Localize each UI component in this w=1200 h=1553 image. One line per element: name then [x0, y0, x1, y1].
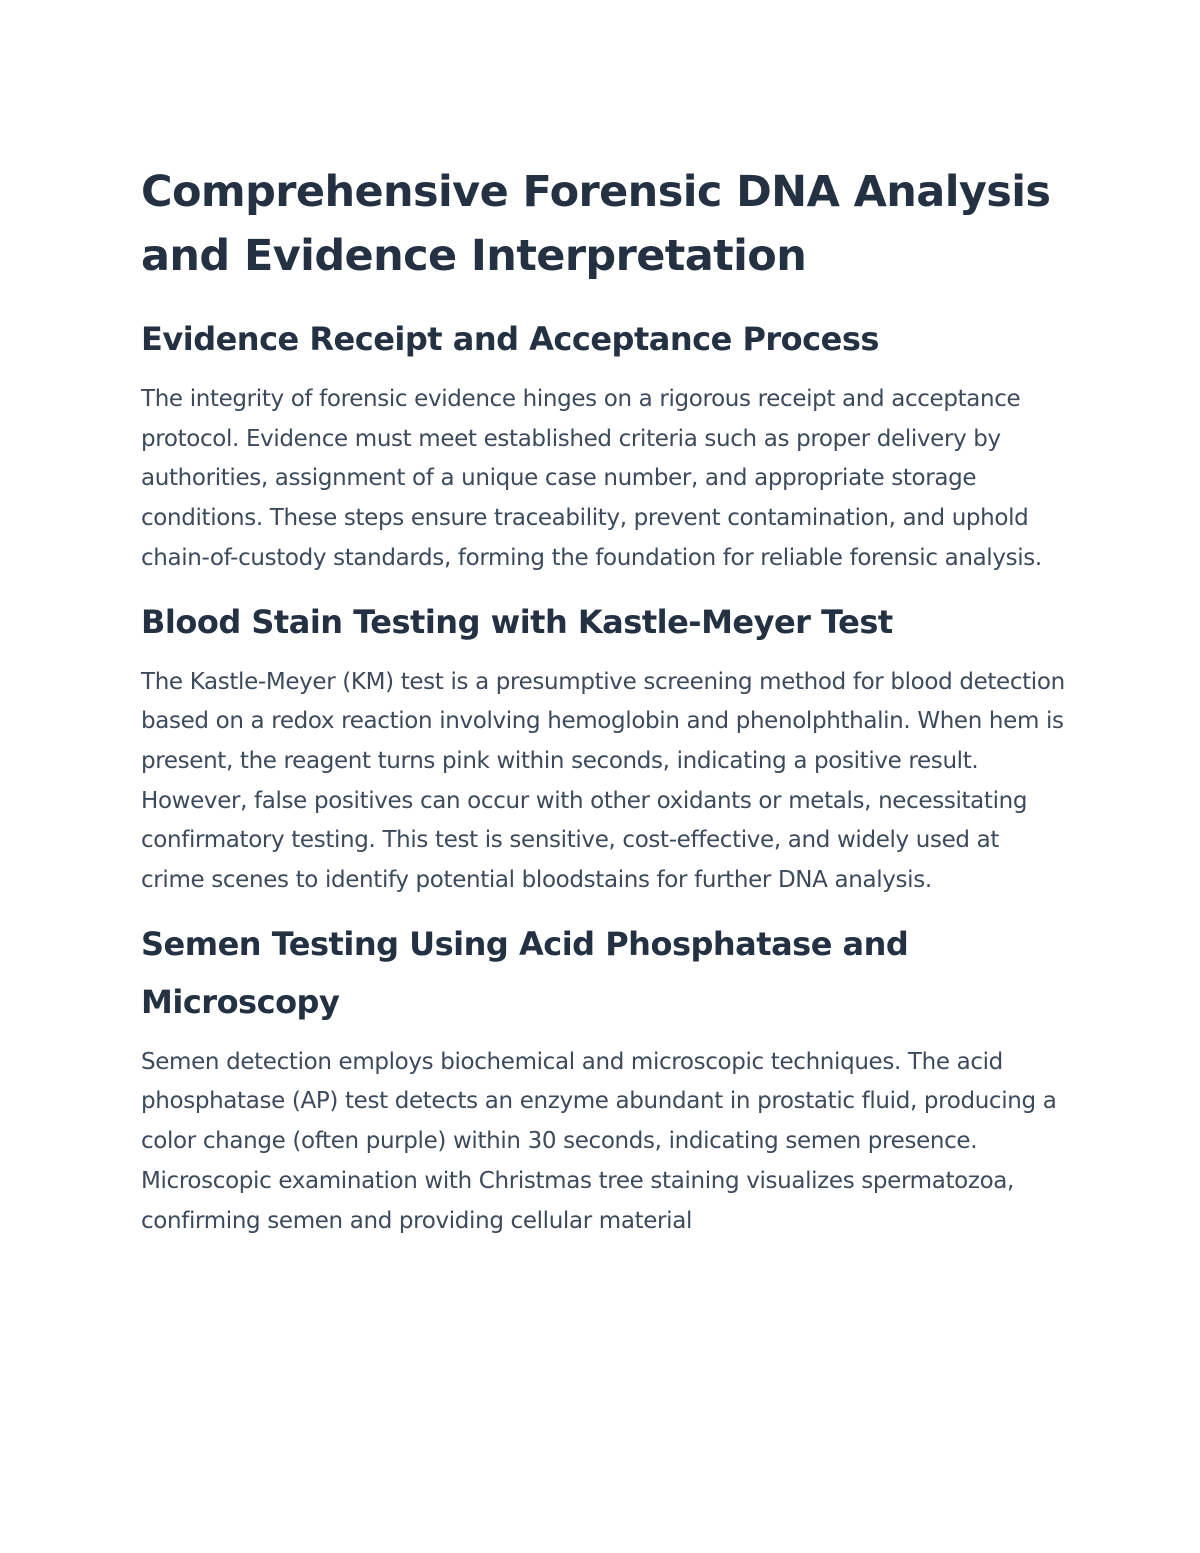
section-paragraph: The integrity of forensic evidence hinges on a rigorous receipt and acceptance protocol. Evidence must meet established criteria such as proper delivery by authorities, assignment of a unique case number, and appropriate storage conditions. These steps ensure traceability, prevent contamination, and uphold chain-of-custody standards, forming the foundation for reliable forensic analysis. [141, 386, 1042, 571]
section-heading: Evidence Receipt and Acceptance Process [141, 320, 879, 358]
section-semen-testing [141, 915, 1066, 1242]
section-blood-stain-testing [141, 593, 1066, 901]
section-paragraph: The Kastle-Meyer (KM) test is a presumptive screening method for blood detection based on a redox reaction involving hemoglobin and phenolphthalin. When hem is present, the reagent turns pink within seconds, indicating a positive result. However, false positives can occur with other oxidants or metals, necessitating confirmatory testing. This test is sensitive, cost-effective, and widely used at crime scenes to identify potential bloodstains for further DNA analysis. [141, 668, 1065, 894]
section-evidence-receipt [141, 310, 1066, 579]
document-content [141, 160, 1066, 1241]
document-title: Comprehensive Forensic DNA Analysis and Evidence Interpretation [141, 167, 1051, 281]
section-paragraph: Semen detection employs biochemical and microscopic techniques. The acid phosphatase (AP) test detects an enzyme abundant in prostatic fluid, producing a color change (often purple) within 30 seconds, indicating semen presence. Microscopic examination with Christmas tree staining visualizes spermatozoa, confirming semen and providing cellular material [141, 1048, 1057, 1234]
section-heading: Semen Testing Using Acid Phosphatase and Microscopy [141, 924, 909, 1021]
section-heading: Blood Stain Testing with Kastle-Meyer Test [141, 602, 893, 641]
